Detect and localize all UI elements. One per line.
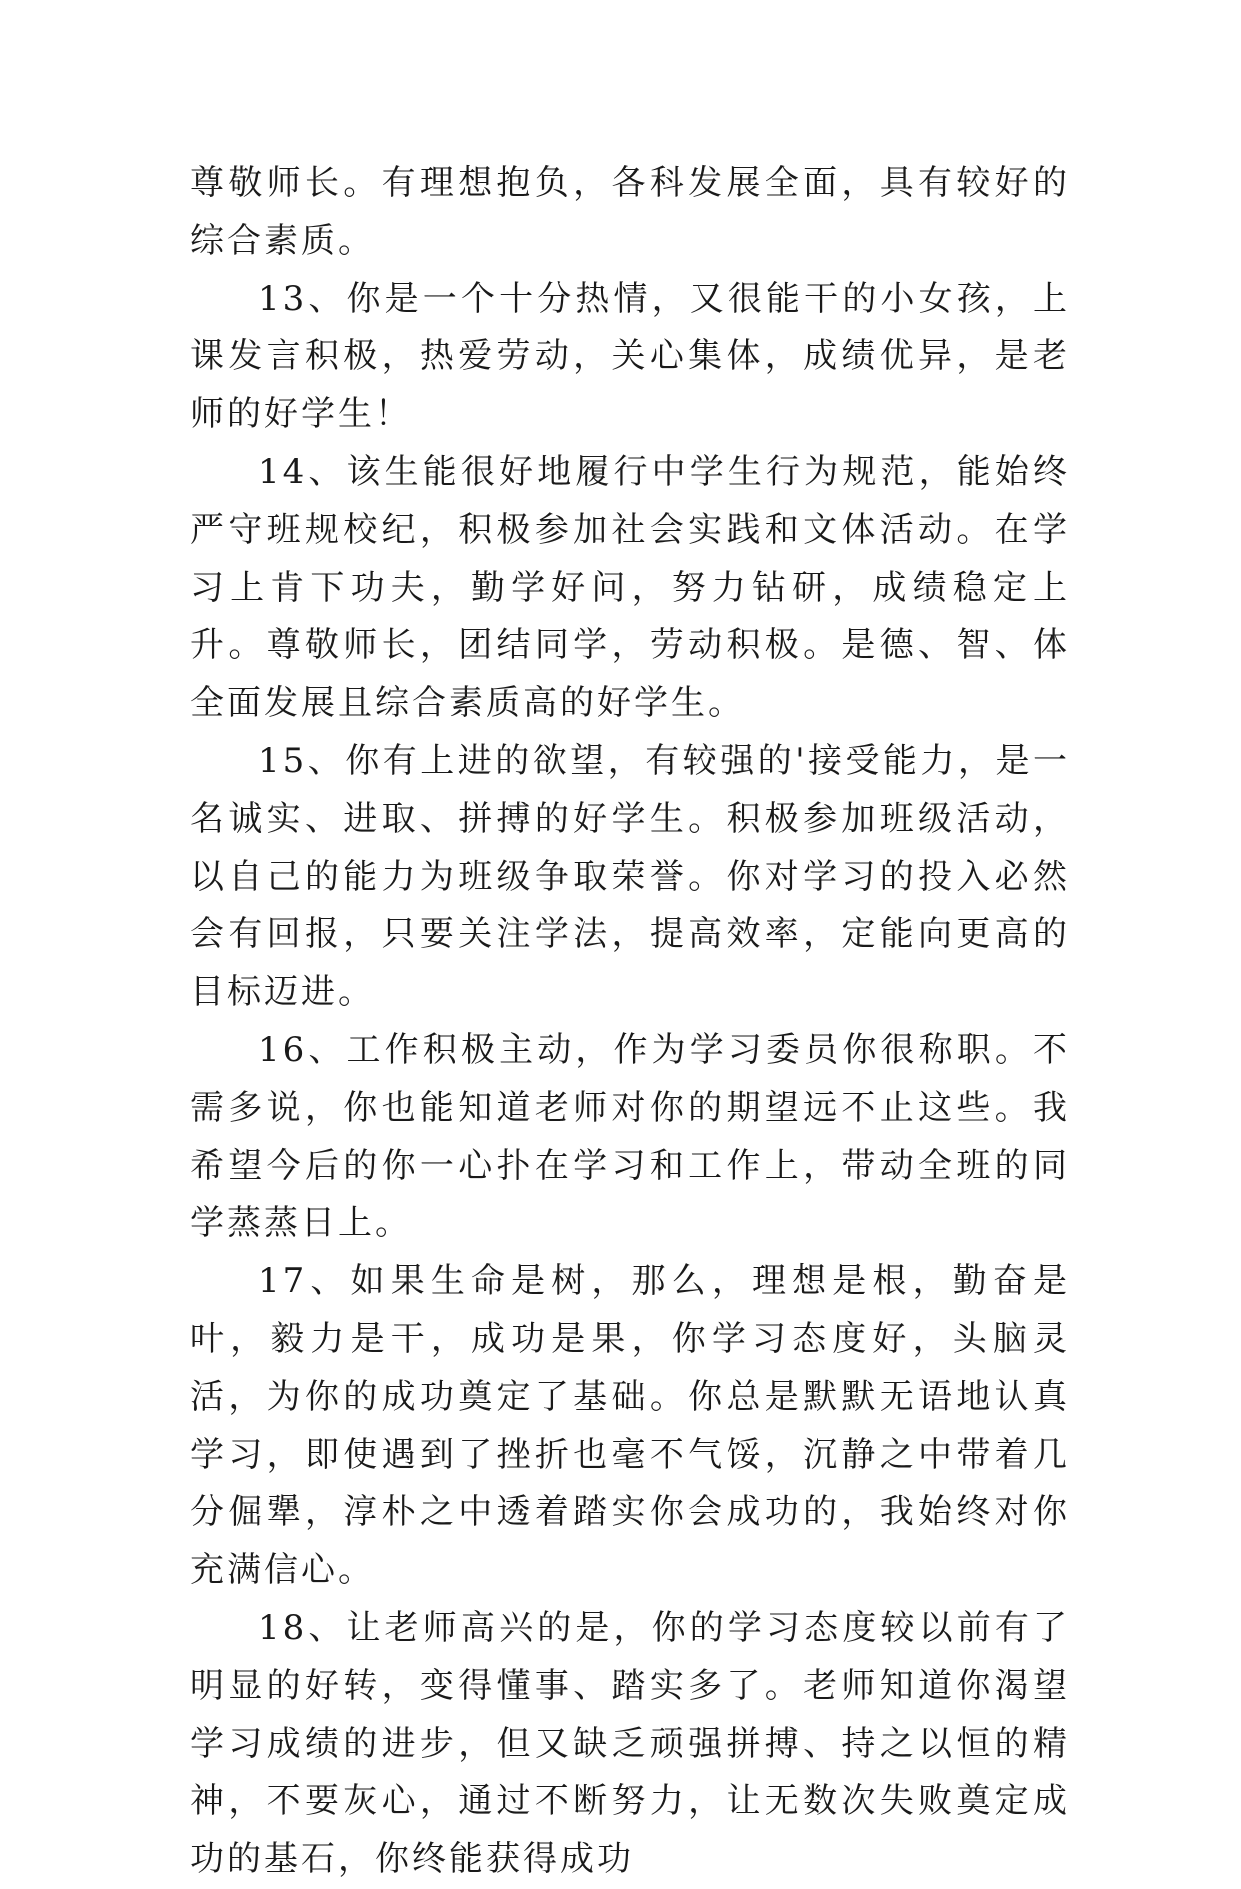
paragraph-comment-18: 18、让老师高兴的是，你的学习态度较以前有了明显的好转，变得懂事、踏实多了。老师知道你渴望学习成绩的进步，但又缺乏顽强拼搏、持之以恒的精神，不要灰心，通过不断努力，让无数次失败奠定成功的基石，你终能获得成功 (190, 1607, 1070, 1880)
paragraph-continued: 尊敬师长。有理想抱负，各科发展全面，具有较好的综合素质。 (190, 163, 1070, 261)
paragraph-comment-14: 14、该生能很好地履行中学生行为规范，能始终严守班规校纪，积极参加社会实践和文体活动。在学习上肯下功夫，勤学好问，努力钻研，成绩稳定上升。尊敬师长，团结同学，劳动积极。是德、智、体全面发展且综合素质高的好学生。 (190, 451, 1070, 724)
paragraph-comment-16: 16、工作积极主动，作为学习委员你很称职。不需多说，你也能知道老师对你的期望远不止这些。我希望今后的你一心扑在学习和工作上，带动全班的同学蒸蒸日上。 (190, 1029, 1070, 1244)
paragraph-comment-17: 17、如果生命是树，那么，理想是根，勤奋是叶，毅力是干，成功是果，你学习态度好，头脑灵活，为你的成功奠定了基础。你总是默默无语地认真学习，即使遇到了挫折也毫不气馁，沉静之中带着几分倔犟，淳朴之中透着踏实你会成功的，我始终对你充满信心。 (190, 1261, 1070, 1591)
document-body (190, 155, 1070, 1889)
paragraph-comment-15: 15、你有上进的欲望，有较强的'接受能力，是一名诚实、进取、拼搏的好学生。积极参加班级活动，以自己的能力为班级争取荣誉。你对学习的投入必然会有回报，只要关注学法，提高效率，定能向更高的目标迈进。 (190, 740, 1070, 1013)
paragraph-comment-13: 13、你是一个十分热情，又很能干的小女孩，上课发言积极，热爱劳动，关心集体，成绩优异，是老师的好学生！ (190, 278, 1070, 435)
